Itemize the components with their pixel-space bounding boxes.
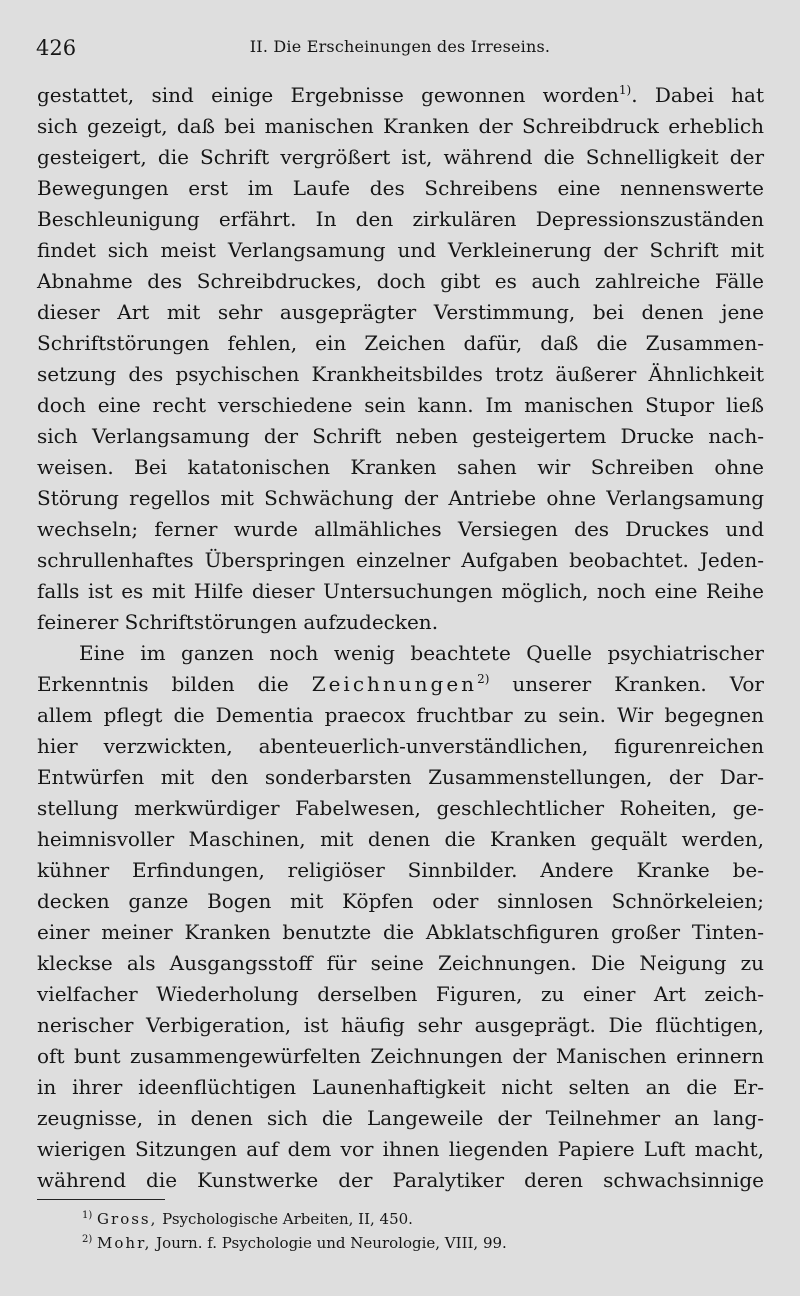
text-line: Abnahme des Schreibdruckes, doch gibt es auch zahlreiche Fälle bbox=[37, 269, 764, 293]
text-line: heimnisvoller Maschinen, mit denen die Kranken gequält werden, bbox=[37, 827, 764, 851]
footnote-marker: 1) bbox=[82, 1210, 93, 1221]
page-header bbox=[36, 30, 764, 60]
text-line: schrullenhaftes Überspringen einzelner Aufgaben beobachtet. Jeden- bbox=[37, 548, 764, 572]
text-line: setzung des psychischen Krankheitsbildes trotz äußerer Ähnlichkeit bbox=[37, 362, 764, 386]
text-line: Schriftstörungen fehlen, ein Zeichen dafür, daß die Zusammen- bbox=[37, 331, 764, 355]
text-line: gestattet, sind einige Ergebnisse gewonnen worden$^{1)}$. Dabei hat bbox=[37, 83, 764, 107]
text-line: Eine im ganzen noch wenig beachtete Quelle psychiatrischer bbox=[79, 641, 764, 665]
text-line: Bewegungen erst im Laufe des Schreibens eine nennenswerte bbox=[37, 176, 764, 200]
footnote-author: Mohr, bbox=[97, 1234, 152, 1252]
text-line: feinerer Schriftstörungen aufzudecken. bbox=[37, 610, 439, 634]
text-line: findet sich meist Verlangsamung und Verkleinerung der Schrift mit bbox=[37, 238, 764, 262]
text-line: nerischer Verbigeration, ist häufig sehr ausgeprägt. Die flüchtigen, bbox=[37, 1013, 764, 1037]
running-head: II. Die Erscheinungen des Irreseins. bbox=[249, 37, 551, 56]
text-line: decken ganze Bogen mit Köpfen oder sinnlosen Schnörkeleien; bbox=[37, 889, 764, 913]
page-number: 426 bbox=[36, 36, 77, 60]
text-line: gesteigert, die Schrift vergrößert ist, während die Schnelligkeit der bbox=[37, 145, 764, 169]
text-line: wechseln; ferner wurde allmähliches Versiegen des Druckes und bbox=[37, 517, 764, 541]
text-line: einer meiner Kranken benutzte die Abklatschfiguren großer Tinten- bbox=[37, 920, 764, 944]
emphasized-term: Zeichnungen bbox=[311, 672, 478, 696]
text-line: sich gezeigt, daß bei manischen Kranken der Schreibdruck erheblich bbox=[37, 114, 764, 138]
footnote-divider bbox=[37, 1199, 165, 1200]
text-line: oft bunt zusammengewürfelten Zeichnungen der Manischen erinnern bbox=[37, 1044, 764, 1068]
text-line: Beschleunigung erfährt. In den zirkulären Depressionszuständen bbox=[37, 207, 764, 231]
footnotes bbox=[82, 1207, 642, 1255]
footnote-author: Gross, bbox=[97, 1210, 158, 1228]
text-line: dieser Art mit sehr ausgeprägter Verstimmung, bei denen jene bbox=[37, 300, 764, 324]
footnote-ref: 1) bbox=[618, 83, 632, 97]
text-line: falls ist es mit Hilfe dieser Untersuchungen möglich, noch eine Reihe bbox=[37, 579, 764, 603]
footnote bbox=[82, 1207, 642, 1231]
footnote-marker: 2) bbox=[82, 1234, 93, 1245]
footnote bbox=[82, 1231, 642, 1255]
footnote-ref: 2) bbox=[477, 672, 490, 686]
text-line: vielfacher Wiederholung derselben Figuren, zu einer Art zeich- bbox=[37, 982, 764, 1006]
text-line: stellung merkwürdiger Fabelwesen, geschlechtlicher Roheiten, ge- bbox=[37, 796, 764, 820]
text-line: weisen. Bei katatonischen Kranken sahen wir Schreiben ohne bbox=[37, 455, 764, 479]
text-line: Entwürfen mit den sonderbarsten Zusammenstellungen, der Dar- bbox=[37, 765, 764, 789]
footnote-citation: Psychologische Arbeiten, II, 450. bbox=[157, 1210, 413, 1228]
text-line: Erkenntnis bilden die Zeichnungen$^{2)}$ unserer Kranken. Vor bbox=[37, 672, 764, 696]
text-line: Störung regellos mit Schwächung der Antriebe ohne Verlangsamung bbox=[37, 486, 764, 510]
text-line: hier verzwickten, abenteuerlich-unverständlichen, figurenreichen bbox=[37, 734, 764, 758]
text-line: doch eine recht verschiedene sein kann. Im manischen Stupor ließ bbox=[37, 393, 764, 417]
text-line: wierigen Sitzungen auf dem vor ihnen liegenden Papiere Luft macht, bbox=[37, 1137, 764, 1161]
body-text bbox=[37, 80, 764, 1196]
text-line: während die Kunstwerke der Paralytiker deren schwachsinnige bbox=[37, 1168, 764, 1192]
text-line: allem pflegt die Dementia praecox fruchtbar zu sein. Wir begegnen bbox=[37, 703, 764, 727]
text-line: sich Verlangsamung der Schrift neben gesteigertem Drucke nach- bbox=[37, 424, 764, 448]
text-line: in ihrer ideenflüchtigen Launenhaftigkeit nicht selten an die Er- bbox=[37, 1075, 764, 1099]
text-line: kleckse als Ausgangsstoff für seine Zeichnungen. Die Neigung zu bbox=[37, 951, 764, 975]
text-line: zeugnisse, in denen sich die Langeweile der Teilnehmer an lang- bbox=[37, 1106, 764, 1130]
footnote-citation: Journ. f. Psychologie und Neurologie, VIII, 99. bbox=[151, 1234, 507, 1252]
text-line: kühner Erfindungen, religiöser Sinnbilder. Andere Kranke be- bbox=[37, 858, 764, 882]
